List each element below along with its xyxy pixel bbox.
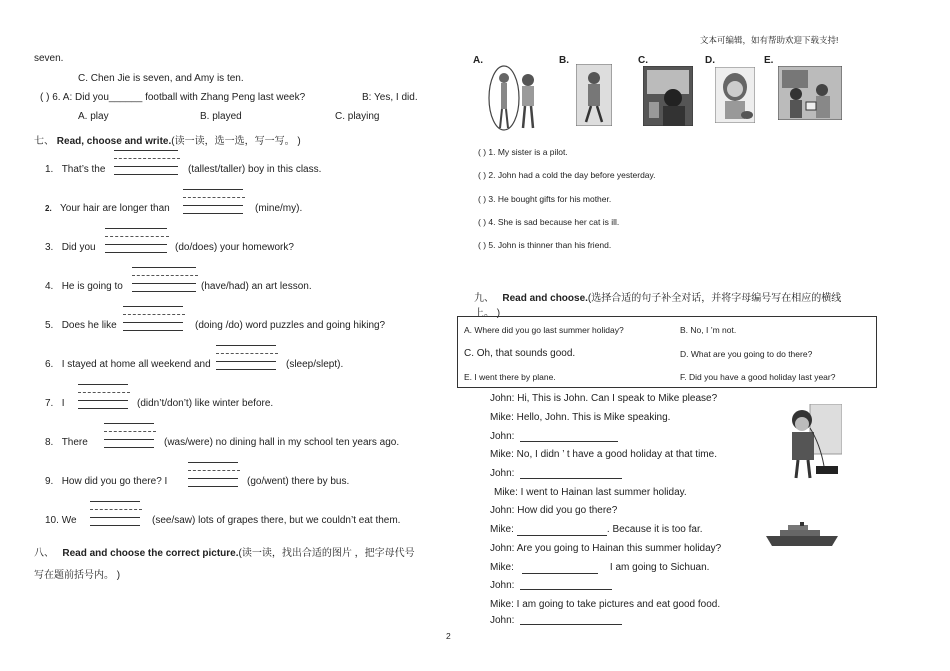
s7-blank-9[interactable] [188,462,240,488]
dialogue-blank-11[interactable] [520,589,612,590]
picture-label-b: B. [559,55,569,66]
picture-a-two-boys [484,64,546,132]
s7-item-5: 5. Does he like [45,320,117,331]
choice-a: A. Where did you go last summer holiday? [464,325,624,335]
picture-d-sad-girl-cat [715,67,755,123]
dialogue-blank-8[interactable] [517,524,607,536]
s7-item-1-hint: (tallest/taller) boy in this class. [188,164,322,175]
dialogue-line-4: Mike: No, I didn ’ t have a good holiday at that time. [490,449,717,460]
section-9-title: 九、 Read and choose.(选择合适的句子补全对话，并将字母编号写在相应的横线 [474,293,842,304]
s7-blank-5[interactable] [123,306,185,332]
dialogue-blank-3[interactable] [520,441,618,442]
s7-item-1: 1. That’s the [45,164,106,175]
dialogue-line-9: John: Are you going to Hainan this summer holiday? [490,543,722,554]
match-item-2: ( ) 2. John had a cold the day before yesterday. [478,170,656,180]
s7-blank-10[interactable] [90,501,142,527]
picture-e-gifts-mother [778,66,842,120]
section-9-title-line2: 上。 ) [474,308,501,319]
s7-blank-6[interactable] [216,345,278,371]
s7-item-7: 7. I [45,398,65,409]
page-number: 2 [446,631,451,641]
q6-option-b: B. played [200,111,242,122]
dialogue-line-13: John: [490,615,515,626]
s7-blank-3[interactable] [105,228,169,254]
dialogue-blank-13[interactable] [520,624,622,625]
s7-item-9-hint: (go/went) there by bus. [247,476,350,487]
picture-label-c: C. [638,55,648,66]
s7-item-6-hint: (sleep/slept). [286,359,344,370]
match-item-3: ( ) 3. He bought gifts for his mother. [478,194,612,204]
section-8-title: 八、 Read and choose the correct picture.(读一读，找出合适的图片 ，把字母代号 [34,548,415,559]
dialogue-line-11: John: [490,580,515,591]
choice-d: D. What are you going to do there? [680,349,813,359]
picture-label-d: D. [705,55,715,66]
s7-item-2-hint: (mine/my). [255,203,303,214]
s7-blank-8[interactable] [104,423,156,449]
dialogue-line-5: John: [490,468,515,479]
s7-blank-2[interactable] [183,189,245,215]
section-7-title-cn: (读一读，选一选，写一写。 ) [171,136,301,147]
dialogue-blank-10[interactable] [522,562,598,574]
dialogue-line-1: John: Hi, This is John. Can I speak to Mike please? [490,393,718,404]
dialogue-line-6: Mike: I went to Hainan last summer holiday. [494,487,687,498]
ship-illustration [764,522,840,548]
match-item-1: ( ) 1. My sister is a pilot. [478,147,568,157]
s7-blank-1[interactable] [114,150,180,176]
match-item-5: ( ) 5. John is thinner than his friend. [478,240,612,250]
match-item-4: ( ) 4. She is sad because her cat is ill. [478,217,620,227]
choice-c: C. Oh, that sounds good. [464,348,576,359]
choice-b: B. No, I ’m not. [680,325,737,335]
s7-blank-7[interactable] [78,384,130,410]
carry-text: seven. [34,53,64,64]
choice-e: E. I went there by plane. [464,372,556,382]
picture-label-a: A. [473,55,483,66]
prev-option-c: C. Chen Jie is seven, and Amy is ten. [78,73,244,84]
question-6: ( ) 6. A: Did you______ football with Zhang Peng last week? [40,92,306,103]
dialogue-line-12: Mike: I am going to take pictures and eat good food. [490,599,721,610]
dialogue-line-8: Mike: . Because it is too far. [490,524,703,535]
s7-item-5-hint: (doing /do) word puzzles and going hiking? [195,320,386,331]
dialogue-line-7: John: How did you go there? [490,505,618,516]
q6-option-c: C. playing [335,111,380,122]
dialogue-line-3: John: [490,431,515,442]
section-7-title [34,132,301,147]
header-note: 文本可编辑，如有帮助欢迎下载支持! [700,35,839,45]
q6-option-a: A. play [78,111,109,122]
s7-item-3-hint: (do/does) your homework? [175,242,294,253]
s7-item-7-hint: (didn’t/don’t) like winter before. [137,398,274,409]
s7-item-6: 6. I stayed at home all weekend and [45,359,211,370]
dialogue-blank-5[interactable] [520,478,622,479]
s7-item-10: 10. We [45,515,77,526]
dialogue-line-10: Mike: I am going to Sichuan. [490,562,710,573]
s7-item-10-hint: (see/saw) lots of grapes there, but we couldn’t eat them. [152,515,401,526]
s7-item-8: 8. There [45,437,88,448]
picture-label-e: E. [764,55,774,66]
picture-b-girl-walking [576,64,612,126]
section-8-title-line2: 写在题前括号内。 ) [34,570,121,581]
s7-item-9: 9. How did you go there? I [45,476,168,487]
question-6-answer: B: Yes, I did. [362,92,418,103]
picture-c-pilot [643,66,693,126]
section-7-title-en: Read, choose and write. [56,136,172,147]
choice-f: F. Did you have a good holiday last year? [680,372,836,382]
s7-item-4-hint: (have/had) an art lesson. [201,281,312,292]
s7-item-2: 2. Your hair are longer than [45,203,170,214]
boy-on-phone-illustration [780,404,842,480]
s7-item-8-hint: (was/were) no dining hall in my school ten years ago. [164,437,400,448]
dialogue-line-2: Mike: Hello, John. This is Mike speaking. [490,412,671,423]
s7-item-4: 4. He is going to [45,281,123,292]
s7-item-3: 3. Did you [45,242,96,253]
s7-blank-4[interactable] [132,267,198,293]
section-7-num: 七、 [34,136,54,147]
